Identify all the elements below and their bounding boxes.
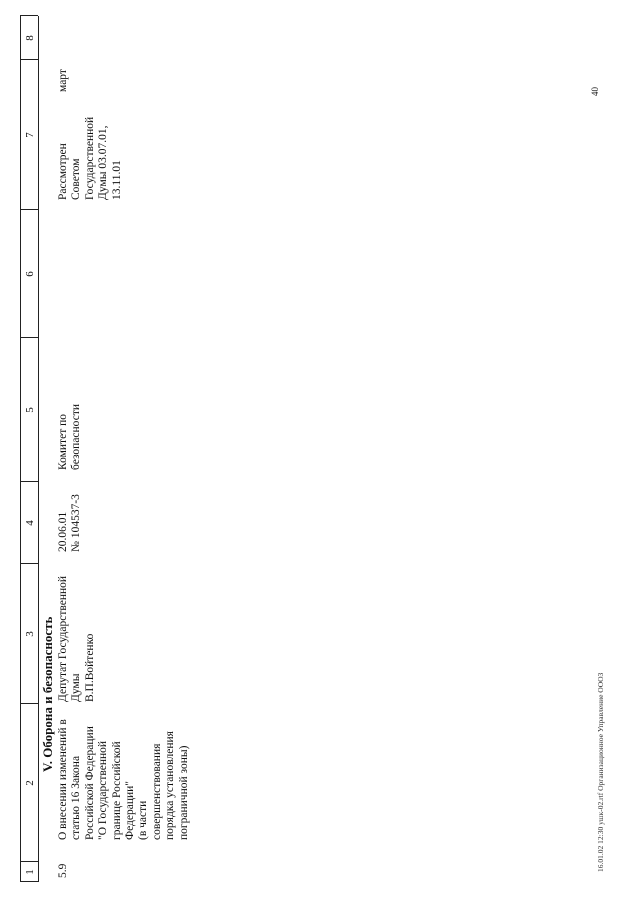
row-committee: Комитет по безопасности xyxy=(57,403,83,470)
row-status: Рассмотрен Советом Государственной Думы 03.07.01, 13.11.01 xyxy=(57,116,123,200)
column-number: 3 xyxy=(24,631,36,637)
page-number: 40 xyxy=(590,87,600,96)
table-header-rule xyxy=(38,16,39,882)
column-number: 7 xyxy=(24,132,36,138)
column-number: 1 xyxy=(24,869,36,875)
row-term: март xyxy=(57,69,69,92)
column-number: 5 xyxy=(24,407,36,413)
section-title: V. Оборона и безопасность xyxy=(40,616,55,772)
column-number: 4 xyxy=(24,520,36,526)
row-number: 5.9 xyxy=(57,863,69,878)
column-number: 6 xyxy=(24,271,36,277)
row-author: Депутат Государственной Думы В.П.Войтенко xyxy=(57,575,96,702)
table-top-rule xyxy=(20,16,21,882)
row-date-number: 20.06.01 № 104537-3 xyxy=(57,494,83,552)
column-number: 2 xyxy=(24,780,36,786)
row-title: О внесении изменений в статью 16 Закона Российской Федерации "О Государственной границе Российской Федерации" (в части совершенствования порядка установления пограничной зоны) xyxy=(57,719,190,840)
column-number: 8 xyxy=(24,35,36,41)
footer-text: 16.01.02 12:30 ушк-02.rtf Организационное Управление ООО3 xyxy=(596,672,605,872)
